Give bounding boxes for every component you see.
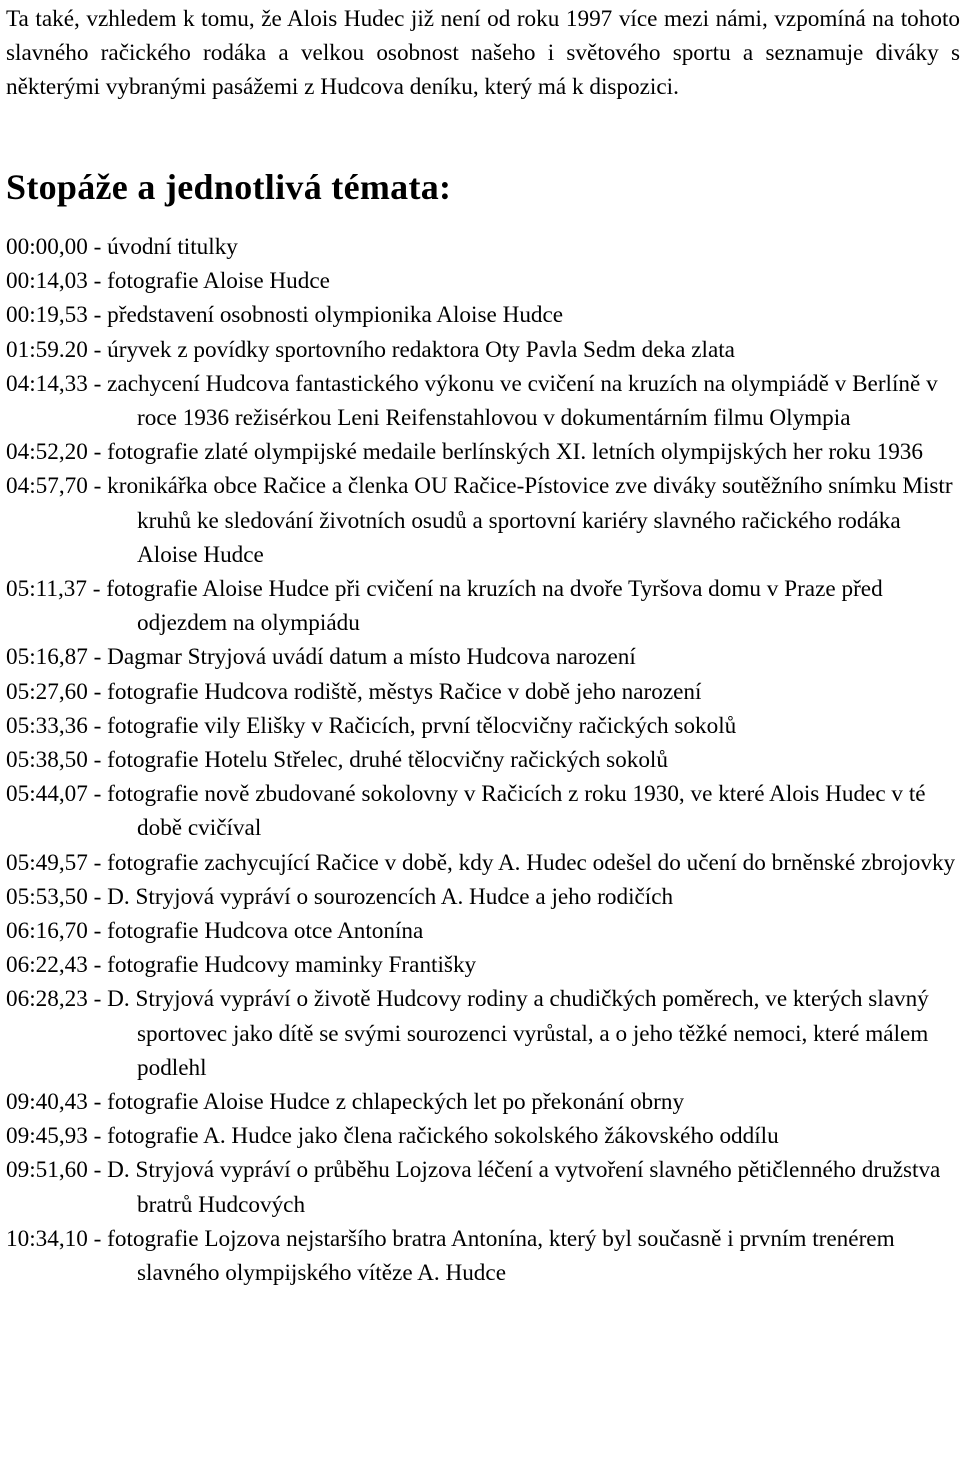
timestamp-entry: 05:27,60 - fotografie Hudcova rodiště, městys Račice v době jeho narození bbox=[6, 678, 702, 705]
timestamp: 05:53,50 bbox=[6, 883, 88, 910]
timestamp: 00:00,00 bbox=[6, 234, 88, 260]
topic-text: představení osobnosti olympionika Aloise Hudce bbox=[107, 302, 564, 329]
topic-text: fotografie zlaté olympijské medaile berlínských XI. letních olympijských her roku 1936 bbox=[107, 439, 923, 466]
topic-text: fotografie Hudcova rodiště, městys Račice v době jeho narození bbox=[107, 678, 702, 705]
timestamp: 05:49,57 bbox=[6, 849, 88, 876]
intro-paragraph: Ta také, vzhledem k tomu, že Alois Hudec již není od roku 1997 více mezi námi, vzpomíná na tohoto slavného račického rodáka a velkou osobnost našeho i světového sportu a seznamuje diváky s některými vybranými pasážemi z Hudcova deníku, který má k dispozici. bbox=[6, 6, 960, 100]
topic-text: fotografie nově zbudované sokolovny v Račicích z roku 1930, ve které Alois Hudec v té době cvičíval bbox=[107, 781, 926, 842]
timestamp: 01:59.20 bbox=[6, 336, 88, 363]
timestamp-entry: 06:28,23 - D. Stryjová vypráví o životě Hudcovy rodiny a chudičkých poměrech, ve kterých slavný sportovec jako dítě se svými sourozenci vyrůstal, a o jeho těžké nemoci, které málem podlehl bbox=[6, 986, 929, 1081]
timestamp: 09:51,60 bbox=[6, 1157, 88, 1184]
timestamp: 09:45,93 bbox=[6, 1123, 88, 1150]
timestamp-entry: 01:59.20 - úryvek z povídky sportovního redaktora Oty Pavla Sedm deka zlata bbox=[6, 336, 735, 363]
topic-text: fotografie A. Hudce jako člena račického sokolského žákovského oddílu bbox=[107, 1123, 779, 1150]
timestamp-entry: 05:44,07 - fotografie nově zbudované sokolovny v Račicích z roku 1930, ve které Alois Hudec v té době cvičíval bbox=[6, 781, 926, 842]
topic-text: D. Stryjová vypráví o průběhu Lojzova léčení a vytvoření slavného pětičlenného družstva bratrů Hudcových bbox=[107, 1157, 941, 1218]
timestamp-entry: 00:19,53 - představení osobnosti olympionika Aloise Hudce bbox=[6, 302, 564, 329]
timestamp-entry: 04:14,33 - zachycení Hudcova fantastického výkonu ve cvičení na kruzích na olympiádě v Berlíně v roce 1936 režisérkou Leni Reifenstahlovou v dokumentárním filmu Olympia bbox=[6, 370, 938, 432]
timestamp-entry: 09:40,43 - fotografie Aloise Hudce z chlapeckých let po překonání obrny bbox=[6, 1089, 685, 1116]
timestamp-entry: 00:14,03 - fotografie Aloise Hudce bbox=[6, 268, 330, 295]
timestamp: 09:40,43 bbox=[6, 1089, 88, 1116]
timestamp: 05:16,87 bbox=[6, 644, 88, 671]
timestamp-entry: 05:53,50 - D. Stryjová vypráví o sourozencích A. Hudce a jeho rodičích bbox=[6, 883, 674, 910]
topic-text: fotografie Aloise Hudce bbox=[107, 268, 330, 295]
timestamp: 05:38,50 bbox=[6, 747, 88, 774]
timestamp-list bbox=[6, 230, 960, 1290]
timestamp: 05:11,37 bbox=[6, 576, 87, 603]
timestamp: 05:27,60 bbox=[6, 678, 88, 705]
timestamp: 04:57,70 bbox=[6, 473, 88, 500]
document-page bbox=[6, 0, 960, 1290]
timestamp-entry: 05:11,37 - fotografie Aloise Hudce při cvičení na kruzích na dvoře Tyršova domu v Praze před odjezdem na olympiádu bbox=[6, 576, 883, 637]
timestamp-entry: 05:38,50 - fotografie Hotelu Střelec, druhé tělocvičny račických sokolů bbox=[6, 747, 668, 774]
timestamp-entry: 04:52,20 - fotografie zlaté olympijské medaile berlínských XI. letních olympijských her roku 1936 bbox=[6, 439, 923, 466]
timestamp: 10:34,10 bbox=[6, 1225, 88, 1252]
timestamp-entry: 00:00,00 - úvodní titulky bbox=[6, 234, 238, 260]
timestamp-entry: 05:33,36 - fotografie vily Elišky v Račicích, první tělocvičny račických sokolů bbox=[6, 712, 737, 739]
timestamp-entry: 09:51,60 - D. Stryjová vypráví o průběhu Lojzova léčení a vytvoření slavného pětičlenného družstva bratrů Hudcových bbox=[6, 1157, 941, 1218]
section-heading: Stopáže a jednotlivá témata: bbox=[6, 167, 452, 207]
timestamp: 04:14,33 bbox=[6, 370, 88, 397]
timestamp: 06:22,43 bbox=[6, 952, 88, 979]
timestamp-entry: 04:57,70 - kronikářka obce Račice a členka OU Račice-Pístovice zve diváky soutěžního snímku Mistr kruhů ke sledování životních osudů a sportovní kariéry slavného račického rodáka Aloise Hudce bbox=[6, 473, 953, 568]
timestamp: 05:44,07 bbox=[6, 781, 88, 808]
topic-text: kronikářka obce Račice a členka OU Račice-Pístovice zve diváky soutěžního snímku Mistr kruhů ke sledování životních osudů a sportovní kariéry slavného račického rodáka Aloise Hudce bbox=[107, 473, 953, 568]
timestamp-entry: 05:49,57 - fotografie zachycující Račice v době, kdy A. Hudec odešel do učení do brněnské zbrojovky bbox=[6, 849, 956, 876]
topic-text: fotografie Hudcova otce Antonína bbox=[107, 918, 424, 945]
timestamp: 06:28,23 bbox=[6, 986, 88, 1013]
topic-text: fotografie vily Elišky v Račicích, první tělocvičny račických sokolů bbox=[107, 712, 737, 739]
timestamp: 00:14,03 bbox=[6, 268, 88, 295]
topic-text: úvodní titulky bbox=[107, 234, 238, 260]
timestamp-entry: 05:16,87 - Dagmar Stryjová uvádí datum a místo Hudcova narození bbox=[6, 644, 636, 671]
timestamp-entry: 10:34,10 - fotografie Lojzova nejstaršího bratra Antonína, který byl současně i prvním trenérem slavného olympijského vítěze A. Hudce bbox=[6, 1225, 895, 1287]
topic-text: D. Stryjová vypráví o životě Hudcovy rodiny a chudičkých poměrech, ve kterých slavný sportovec jako dítě se svými sourozenci vyrůstal, a o jeho těžké nemoci, které málem podlehl bbox=[107, 986, 929, 1081]
topic-text: fotografie Aloise Hudce při cvičení na kruzích na dvoře Tyršova domu v Praze před odjezdem na olympiádu bbox=[106, 576, 883, 637]
timestamp-entry: 06:16,70 - fotografie Hudcova otce Antonína bbox=[6, 918, 424, 945]
topic-text: fotografie Hotelu Střelec, druhé tělocvičny račických sokolů bbox=[107, 747, 668, 774]
topic-text: úryvek z povídky sportovního redaktora Oty Pavla Sedm deka zlata bbox=[107, 336, 735, 363]
timestamp: 00:19,53 bbox=[6, 302, 88, 329]
topic-text: Dagmar Stryjová uvádí datum a místo Hudcova narození bbox=[107, 644, 636, 671]
topic-text: zachycení Hudcova fantastického výkonu ve cvičení na kruzích na olympiádě v Berlíně v roce 1936 režisérkou Leni Reifenstahlovou v dokumentárním filmu Olympia bbox=[107, 370, 938, 432]
topic-text: fotografie zachycující Račice v době, kdy A. Hudec odešel do učení do brněnské zbrojovky bbox=[107, 849, 956, 876]
topic-text: fotografie Lojzova nejstaršího bratra Antonína, který byl současně i prvním trenérem slavného olympijského vítěze A. Hudce bbox=[107, 1225, 895, 1287]
timestamp: 04:52,20 bbox=[6, 439, 88, 466]
timestamp: 06:16,70 bbox=[6, 918, 88, 945]
timestamp-entry: 06:22,43 - fotografie Hudcovy maminky Františky bbox=[6, 952, 477, 979]
timestamp-entry: 09:45,93 - fotografie A. Hudce jako člena račického sokolského žákovského oddílu bbox=[6, 1123, 779, 1150]
timestamp: 05:33,36 bbox=[6, 712, 88, 739]
topic-text: fotografie Aloise Hudce z chlapeckých let po překonání obrny bbox=[107, 1089, 685, 1116]
topic-text: fotografie Hudcovy maminky Františky bbox=[107, 952, 477, 979]
topic-text: D. Stryjová vypráví o sourozencích A. Hudce a jeho rodičích bbox=[107, 883, 674, 910]
